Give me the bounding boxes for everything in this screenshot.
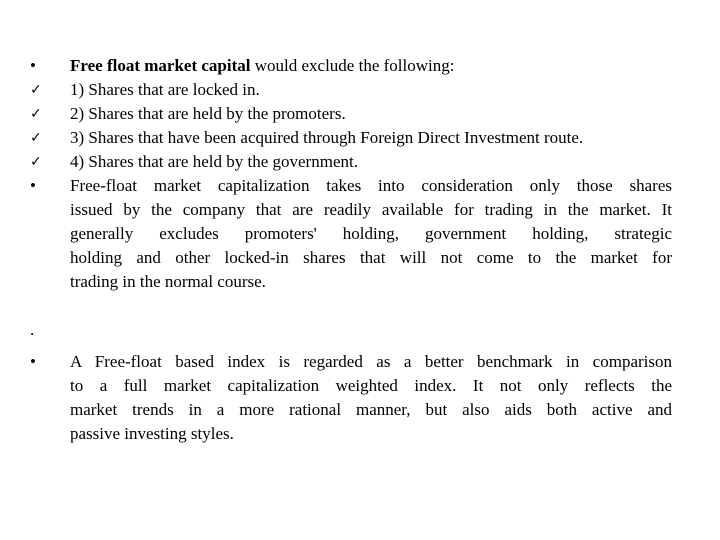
para1-line [0, 174, 720, 198]
para2-line-text: to a full market capitalization weighted index. It not only reflects the [70, 376, 672, 395]
intro-row [0, 54, 720, 78]
para2-line-text: market trends in a more rational manner, but also aids both active and [70, 400, 672, 419]
para1-line-text: generally excludes promoters' holding, government holding, strategic [70, 224, 672, 243]
bullet-icon: • [30, 56, 36, 75]
para1-line-text: issued by the company that are readily available for trading in the market. It [70, 200, 672, 219]
para1-line [0, 246, 720, 270]
checkmark-icon: ✓ [30, 154, 42, 170]
checklist-text: 3) Shares that have been acquired through Foreign Direct Investment route. [70, 128, 584, 147]
intro-text [70, 54, 454, 78]
checkmark-icon: ✓ [30, 130, 42, 146]
checklist-item [0, 102, 720, 126]
bullet-icon: • [30, 176, 36, 195]
para1-line [0, 198, 720, 222]
checkmark-icon: ✓ [30, 82, 42, 98]
intro-rest: would exclude the following: [250, 56, 455, 75]
para2-line-text: A Free-float based index is regarded as a better benchmark in comparison [70, 352, 672, 371]
para1-line [0, 270, 720, 294]
para2-line [0, 422, 720, 446]
separator-row [0, 318, 720, 342]
checkmark-icon: ✓ [30, 106, 42, 122]
para1-line [0, 222, 720, 246]
bullet-icon: • [30, 352, 36, 371]
checklist-text: 1) Shares that are locked in. [70, 80, 260, 99]
separator-dot: . [30, 320, 35, 339]
checklist-text: 4) Shares that are held by the government. [70, 152, 358, 171]
para1-line-text: Free-float market capitalization takes into consideration only those shares [70, 176, 672, 195]
para2-line-text: passive investing styles. [70, 424, 234, 443]
para1-line-text: holding and other locked-in shares that will not come to the market for [70, 248, 672, 267]
checklist-item [0, 150, 720, 174]
checklist-item [0, 126, 720, 150]
para2-line [0, 374, 720, 398]
checklist-text: 2) Shares that are held by the promoters. [70, 104, 346, 123]
intro-bold-term: Free float market capital [70, 56, 251, 75]
para1-line-text: trading in the normal course. [70, 272, 266, 291]
checklist-item [0, 78, 720, 102]
para2-line [0, 350, 720, 374]
para2-line [0, 398, 720, 422]
